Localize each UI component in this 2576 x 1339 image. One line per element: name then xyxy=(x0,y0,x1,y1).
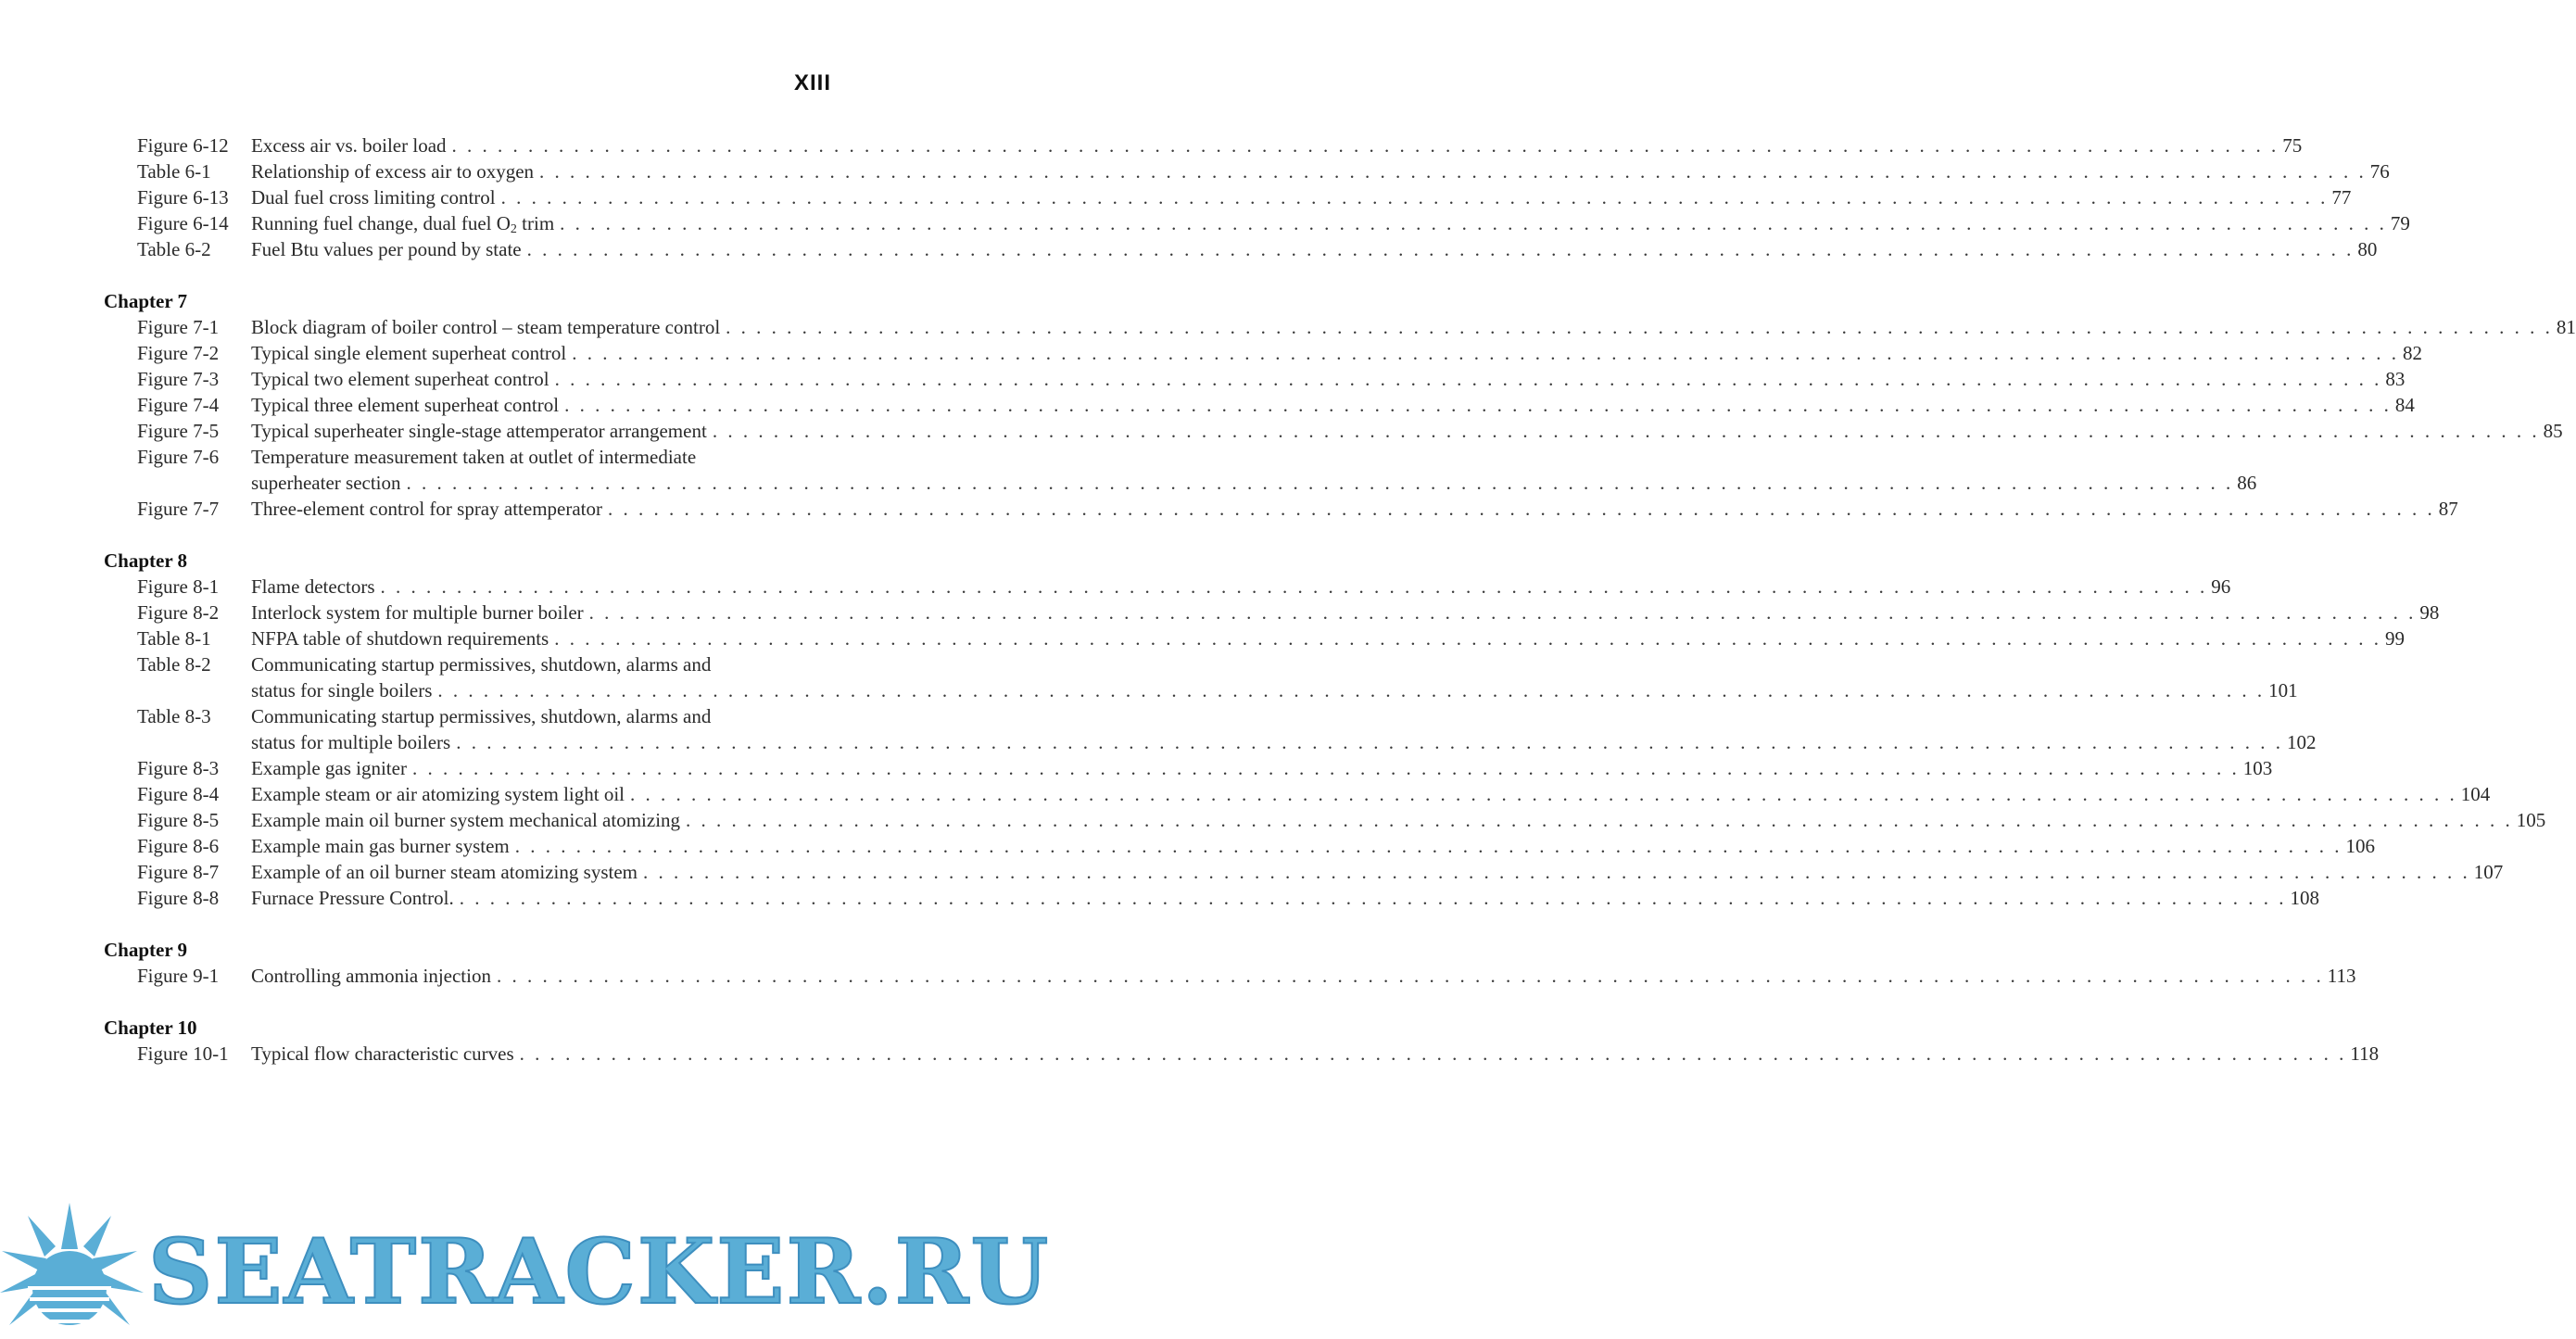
page-ref: 101 xyxy=(2268,679,2298,701)
toc-entry[interactable] xyxy=(0,755,2273,781)
toc-entry[interactable] xyxy=(0,496,2458,522)
dot-leader: . . . . . . . . . . . . . . . . . . . . . . . . . . . . . . . . . . . . . . . . . . . . . . . . . . . . . . . . . . . . . . . . . . . . . . . . . . . . . . . . . . . . . . . . . . . . . . . . . . . . . . . . . . . . . . . . . . . . . . . . xyxy=(519,1042,2347,1065)
entry-label: Figure 7-7 xyxy=(137,498,220,520)
watermark-text: SEATRACKER.RU xyxy=(148,1219,1051,1324)
page-ref: 106 xyxy=(2345,835,2376,857)
dot-leader: . . . . . . . . . . . . . . . . . . . . . . . . . . . . . . . . . . . . . . . . . . . . . . . . . . . . . . . . . . . . . . . . . . . . . . . . . . . . . . . . . . . . . . . . . . . . . . . . . . . . . . . . . . . . . . . . . . . . . . . . xyxy=(406,472,2234,494)
toc-entry[interactable] xyxy=(0,651,2298,703)
entry-title: Example main gas burner system xyxy=(251,835,510,857)
entry-label: Table 8-2 xyxy=(137,653,211,676)
entry-label: Table 8-3 xyxy=(137,705,211,727)
dot-leader: . . . . . . . . . . . . . . . . . . . . . . . . . . . . . . . . . . . . . . . . . . . . . . . . . . . . . . . . . . . . . . . . . . . . . . . . . . . . . . . . . . . . . . . . . . . . . . . . . . . . . . . . . . . . . . . . . . . . . . . . xyxy=(554,627,2381,650)
toc-entry[interactable] xyxy=(0,366,2406,392)
entry-label: Figure 7-5 xyxy=(137,420,220,442)
entry-title: Fuel Btu values per pound by state xyxy=(251,238,522,260)
entry-title: Running fuel change, dual fuel $O_2$ trim xyxy=(251,212,555,236)
toc-section xyxy=(0,548,2546,911)
entry-label: Table 8-1 xyxy=(137,627,211,650)
entry-label: Table 6-1 xyxy=(137,160,211,183)
toc-section xyxy=(0,1015,2380,1067)
entry-title: Example main oil burner system mechanical atomizing xyxy=(251,809,681,831)
entry-title: status for single boilers xyxy=(251,679,433,701)
toc-entry[interactable] xyxy=(0,444,2257,496)
entry-label: Figure 7-2 xyxy=(137,342,220,364)
entry-label: Figure 8-7 xyxy=(137,861,220,883)
page-ref: 118 xyxy=(2350,1042,2380,1065)
entry-title: Example of an oil burner steam atomizing system xyxy=(251,861,638,883)
toc-entry[interactable] xyxy=(0,859,2504,885)
entry-title: Example steam or air atomizing system light oil xyxy=(251,783,625,805)
entry-label: Figure 8-5 xyxy=(137,809,220,831)
toc-entry[interactable] xyxy=(0,885,2319,911)
toc-entry[interactable] xyxy=(0,184,2352,210)
entry-label: Figure 7-3 xyxy=(137,368,220,390)
dot-leader: . . . . . . . . . . . . . . . . . . . . . . . . . . . . . . . . . . . . . . . . . . . . . . . . . . . . . . . . . . . . . . . . . . . . . . . . . . . . . . . . . . . . . . . . . . . . . . . . . . . . . . . . . . . . . . . . . . . . . . . . xyxy=(607,498,2435,520)
dot-leader: . . . . . . . . . . . . . . . . . . . . . . . . . . . . . . . . . . . . . . . . . . . . . . . . . . . . . . . . . . . . . . . . . . . . . . . . . . . . . . . . . . . . . . . . . . . . . . . . . . . . . . . . . . . . . . . . . . . . . . . . xyxy=(496,965,2324,987)
dot-leader: . . . . . . . . . . . . . . . . . . . . . . . . . . . . . . . . . . . . . . . . . . . . . . . . . . . . . . . . . . . . . . . . . . . . . . . . . . . . . . . . . . . . . . . . . . . . . . . . . . . . . . . . . . . . . . . . . . . . . . . . xyxy=(500,186,2329,208)
dot-leader: . . . . . . . . . . . . . . . . . . . . . . . . . . . . . . . . . . . . . . . . . . . . . . . . . . . . . . . . . . . . . . . . . . . . . . . . . . . . . . . . . . . . . . . . . . . . . . . . . . . . . . . . . . . . . . . . . . . . . . . . xyxy=(380,575,2208,598)
page-number: XIII xyxy=(793,70,831,95)
page-ref: 102 xyxy=(2286,731,2317,753)
dot-leader: . . . . . . . . . . . . . . . . . . . . . . . . . . . . . . . . . . . . . . . . . . . . . . . . . . . . . . . . . . . . . . . . . . . . . . . . . . . . . . . . . . . . . . . . . . . . . . . . . . . . . . . . . . . . . . . . . . . . . . . . xyxy=(642,861,2470,883)
page-ref: 96 xyxy=(2211,575,2231,598)
page-ref: 105 xyxy=(2516,809,2546,831)
entry-title-line1: Communicating startup permissives, shutdown, alarms and xyxy=(251,653,712,676)
entry-title: Typical single element superheat control xyxy=(251,342,567,364)
toc-entry[interactable] xyxy=(0,1041,2380,1067)
entry-label: Figure 6-13 xyxy=(137,186,229,208)
dot-leader: . . . . . . . . . . . . . . . . . . . . . . . . . . . . . . . . . . . . . . . . . . . . . . . . . . . . . . . . . . . . . . . . . . . . . . . . . . . . . . . . . . . . . . . . . . . . . . . . . . . . . . . . . . . . . . . . . . . . . . . . xyxy=(437,679,2266,701)
dot-leader: . . . . . . . . . . . . . . . . . . . . . . . . . . . . . . . . . . . . . . . . . . . . . . . . . . . . . . . . . . . . . . . . . . . . . . . . . . . . . . . . . . . . . . . . . . . . . . . . . . . . . . . . . . . . . . . . . . . . . . . . xyxy=(539,160,2367,183)
entry-label: Figure 8-3 xyxy=(137,757,220,779)
list-of-figures xyxy=(0,133,2576,1093)
toc-entry[interactable] xyxy=(0,314,2576,340)
entry-label: Table 6-2 xyxy=(137,238,211,260)
entry-title: Controlling ammonia injection xyxy=(251,965,491,987)
dot-leader: . . . . . . . . . . . . . . . . . . . . . . . . . . . . . . . . . . . . . . . . . . . . . . . . . . . . . . . . . . . . . . . . . . . . . . . . . . . . . . . . . . . . . . . . . . . . . . . . . . . . . . . . . . . . . . . . . . . . . . . . xyxy=(630,783,2457,805)
page-ref: 99 xyxy=(2384,627,2405,650)
entry-title: superheater section xyxy=(251,472,401,494)
entry-label: Figure 6-14 xyxy=(137,212,229,234)
page-ref: 81 xyxy=(2556,316,2576,338)
dot-leader: . . . . . . . . . . . . . . . . . . . . . . . . . . . . . . . . . . . . . . . . . . . . . . . . . . . . . . . . . . . . . . . . . . . . . . . . . . . . . . . . . . . . . . . . . . . . . . . . . . . . . . . . . . . . . . . . . . . . . . . . xyxy=(554,368,2382,390)
page-ref: 84 xyxy=(2394,394,2415,416)
entry-title: Example gas igniter xyxy=(251,757,407,779)
page-ref: 86 xyxy=(2237,472,2257,494)
toc-entry[interactable] xyxy=(0,781,2491,807)
dot-leader: . . . . . . . . . . . . . . . . . . . . . . . . . . . . . . . . . . . . . . . . . . . . . . . . . . . . . . . . . . . . . . . . . . . . . . . . . . . . . . . . . . . . . . . . . . . . . . . . . . . . . . . . . . . . . . . . . . . . . . . . xyxy=(560,212,2387,234)
entry-title: Furnace Pressure Control. xyxy=(251,887,454,909)
chapter-heading: Chapter 8 xyxy=(104,549,188,572)
entry-label: Figure 8-4 xyxy=(137,783,220,805)
page-ref: 113 xyxy=(2327,965,2356,987)
entry-title: NFPA table of shutdown requirements xyxy=(251,627,549,650)
entry-title: Typical two element superheat control xyxy=(251,368,549,390)
page-ref: 77 xyxy=(2331,186,2352,208)
dot-leader: . . . . . . . . . . . . . . . . . . . . . . . . . . . . . . . . . . . . . . . . . . . . . . . . . . . . . . . . . . . . . . . . . . . . . . . . . . . . . . . . . . . . . . . . . . . . . . . . . . . . . . . . . . . . . . . . . . . . . . . . xyxy=(451,134,2279,157)
toc-entry[interactable] xyxy=(0,158,2390,184)
toc-section xyxy=(0,937,2356,989)
entry-label: Figure 8-8 xyxy=(137,887,220,909)
toc-entry[interactable] xyxy=(0,210,2410,236)
entry-title: Interlock system for multiple burner boiler xyxy=(251,601,584,624)
entry-label: Figure 6-12 xyxy=(137,134,229,157)
entry-title: Excess air vs. boiler load xyxy=(251,134,447,157)
page-ref: 107 xyxy=(2473,861,2504,883)
dot-leader: . . . . . . . . . . . . . . . . . . . . . . . . . . . . . . . . . . . . . . . . . . . . . . . . . . . . . . . . . . . . . . . . . . . . . . . . . . . . . . . . . . . . . . . . . . . . . . . . . . . . . . . . . . . . . . . . . . . . . . . . xyxy=(572,342,2399,364)
chapter-heading: Chapter 10 xyxy=(104,1017,197,1039)
entry-label: Figure 7-4 xyxy=(137,394,220,416)
toc-entry[interactable] xyxy=(0,625,2405,651)
toc-entry[interactable] xyxy=(0,133,2303,158)
toc-entry[interactable] xyxy=(0,807,2546,833)
dot-leader: . . . . . . . . . . . . . . . . . . . . . . . . . . . . . . . . . . . . . . . . . . . . . . . . . . . . . . . . . . . . . . . . . . . . . . . . . . . . . . . . . . . . . . . . . . . . . . . . . . . . . . . . . . . . . . . . . . . . . . . . xyxy=(411,757,2240,779)
toc-section xyxy=(0,133,2410,262)
toc-entry[interactable] xyxy=(0,392,2415,418)
page-ref: 76 xyxy=(2369,160,2390,183)
dot-leader: . . . . . . . . . . . . . . . . . . . . . . . . . . . . . . . . . . . . . . . . . . . . . . . . . . . . . . . . . . . . . . . . . . . . . . . . . . . . . . . . . . . . . . . . . . . . . . . . . . . . . . . . . . . . . . . . . . . . . . . . xyxy=(588,601,2417,624)
page-ref: 79 xyxy=(2390,212,2410,234)
page-ref: 98 xyxy=(2419,601,2440,624)
page-ref: 87 xyxy=(2438,498,2458,520)
toc-entry[interactable] xyxy=(0,236,2378,262)
page-ref: 75 xyxy=(2282,134,2303,157)
dot-leader: . . . . . . . . . . . . . . . . . . . . . . . . . . . . . . . . . . . . . . . . . . . . . . . . . . . . . . . . . . . . . . . . . . . . . . . . . . . . . . . . . . . . . . . . . . . . . . . . . . . . . . . . . . . . . . . . . . . . . . . . xyxy=(456,731,2283,753)
toc-section xyxy=(0,288,2576,522)
dot-leader: . . . . . . . . . . . . . . . . . . . . . . . . . . . . . . . . . . . . . . . . . . . . . . . . . . . . . . . . . . . . . . . . . . . . . . . . . . . . . . . . . . . . . . . . . . . . . . . . . . . . . . . . . . . . . . . . . . . . . . . . xyxy=(526,238,2355,260)
entry-title: Typical flow characteristic curves xyxy=(251,1042,514,1065)
entry-title: Block diagram of boiler control – steam temperature control xyxy=(251,316,721,338)
entry-title: Flame detectors xyxy=(251,575,375,598)
toc-entry[interactable] xyxy=(0,600,2440,625)
page-ref: 83 xyxy=(2385,368,2406,390)
page-ref: 82 xyxy=(2403,342,2422,364)
page-ref: 104 xyxy=(2460,783,2491,805)
dot-leader: . . . . . . . . . . . . . . . . . . . . . . . . . . . . . . . . . . . . . . . . . . . . . . . . . . . . . . . . . . . . . . . . . . . . . . . . . . . . . . . . . . . . . . . . . . . . . . . . . . . . . . . . . . . . . . . . . . . . . . . . xyxy=(459,887,2287,909)
toc-entry[interactable] xyxy=(0,418,2563,444)
toc-entry[interactable] xyxy=(0,574,2231,600)
dot-leader: . . . . . . . . . . . . . . . . . . . . . . . . . . . . . . . . . . . . . . . . . . . . . . . . . . . . . . . . . . . . . . . . . . . . . . . . . . . . . . . . . . . . . . . . . . . . . . . . . . . . . . . . . . . . . . . . . . . . . . . . xyxy=(712,420,2540,442)
entry-label: Figure 8-2 xyxy=(137,601,220,624)
entry-title: Three-element control for spray attemperator xyxy=(251,498,602,520)
entry-title: Relationship of excess air to oxygen xyxy=(251,160,535,183)
dot-leader: . . . . . . . . . . . . . . . . . . . . . . . . . . . . . . . . . . . . . . . . . . . . . . . . . . . . . . . . . . . . . . . . . . . . . . . . . . . . . . . . . . . . . . . . . . . . . . . . . . . . . . . . . . . . . . . . . . . . . . . . xyxy=(564,394,2392,416)
entry-title-line1: Temperature measurement taken at outlet of intermediate xyxy=(251,446,697,468)
entry-title: status for multiple boilers xyxy=(251,731,451,753)
chapter-heading: Chapter 7 xyxy=(104,290,188,312)
toc-entry[interactable] xyxy=(0,833,2376,859)
entry-label: Figure 7-6 xyxy=(137,446,220,468)
page-ref: 80 xyxy=(2357,238,2378,260)
entry-label: Figure 9-1 xyxy=(137,965,220,987)
entry-label: Figure 7-1 xyxy=(137,316,220,338)
chapter-heading: Chapter 9 xyxy=(104,939,188,961)
entry-title-line1: Communicating startup permissives, shutdown, alarms and xyxy=(251,705,712,727)
page-ref: 85 xyxy=(2543,420,2563,442)
dot-leader: . . . . . . . . . . . . . . . . . . . . . . . . . . . . . . . . . . . . . . . . . . . . . . . . . . . . . . . . . . . . . . . . . . . . . . . . . . . . . . . . . . . . . . . . . . . . . . . . . . . . . . . . . . . . . . . . . . . . . . . . xyxy=(726,316,2553,338)
page-ref: 103 xyxy=(2242,757,2273,779)
toc-entry[interactable] xyxy=(0,703,2317,755)
entry-title: Typical three element superheat control xyxy=(251,394,560,416)
entry-label: Figure 8-1 xyxy=(137,575,220,598)
entry-title: Typical superheater single-stage attemperator arrangement xyxy=(251,420,707,442)
page-ref: 108 xyxy=(2290,887,2319,909)
dot-leader: . . . . . . . . . . . . . . . . . . . . . . . . . . . . . . . . . . . . . . . . . . . . . . . . . . . . . . . . . . . . . . . . . . . . . . . . . . . . . . . . . . . . . . . . . . . . . . . . . . . . . . . . . . . . . . . . . . . . . . . . xyxy=(514,835,2342,857)
entry-title: Dual fuel cross limiting control xyxy=(251,186,496,208)
entry-label: Figure 10-1 xyxy=(137,1042,229,1065)
toc-entry[interactable] xyxy=(0,340,2422,366)
toc-entry[interactable] xyxy=(0,963,2356,989)
entry-label: Figure 8-6 xyxy=(137,835,220,857)
dot-leader: . . . . . . . . . . . . . . . . . . . . . . . . . . . . . . . . . . . . . . . . . . . . . . . . . . . . . . . . . . . . . . . . . . . . . . . . . . . . . . . . . . . . . . . . . . . . . . . . . . . . . . . . . . . . . . . . . . . . . . . . xyxy=(686,809,2513,831)
